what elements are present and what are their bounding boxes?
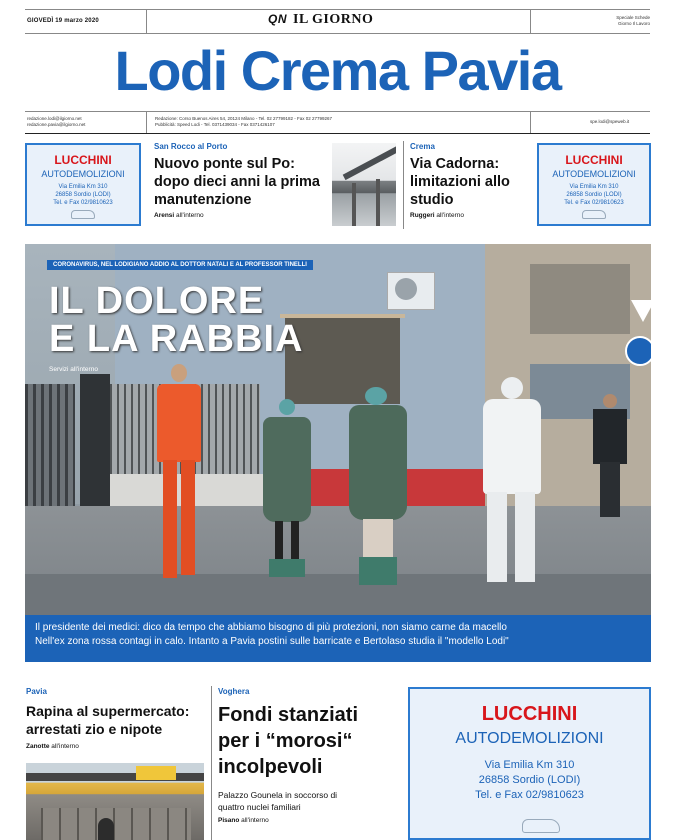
story-kicker: San Rocco al Porto (154, 142, 228, 151)
supermarket-photo[interactable] (26, 763, 204, 840)
ad-name: LUCCHINI (565, 153, 623, 167)
ad-address: Via Emilia Km 310 (569, 184, 619, 190)
ad-address: Via Emilia Km 310 (484, 759, 575, 771)
story-author: Ruggeri (410, 212, 435, 219)
story-author: Zanotte (26, 743, 50, 750)
person-green-2 (343, 387, 413, 587)
hero-tag: CORONAVIRUS, NEL LODIGIANO ADDIO AL DOTTOR NATALI E AL PROFESSOR TINELLI (47, 260, 313, 270)
person-dark (590, 394, 630, 519)
ad-name: LUCCHINI (54, 153, 112, 167)
story-san-rocco[interactable] (154, 142, 330, 219)
ad-address: Via Emilia Km 310 (58, 184, 108, 190)
issue-date: GIOVEDÌ 19 marzo 2020 (27, 18, 99, 24)
story-headline[interactable]: Fondi stanziati per i “morosi“ incolpevoli (218, 704, 358, 778)
person-white (477, 377, 547, 582)
story-byline (154, 212, 330, 219)
story-via-cadorna[interactable] (410, 142, 532, 219)
page-title: Lodi Crema Pavia (114, 39, 561, 102)
email-info (27, 116, 85, 128)
car-icon (522, 819, 560, 833)
story-author: Arensi (154, 212, 175, 219)
email-line: redazione.pavia@ilgiorno.net (27, 122, 86, 127)
ad-city: 26858 Sordio (LODI) (478, 774, 581, 786)
hero-byline: Servizi all'interno (49, 366, 98, 373)
story-summary: Palazzo Gounela in soccorso di quattro nuclei familiari (218, 790, 338, 812)
hero-title-line: IL DOLORE (49, 280, 265, 322)
address-line: Pubblicità: Speed Lodi - Tel. 0371439034 - Fax 0371426107 (155, 122, 275, 127)
story-headline[interactable]: Rapina al supermercato: arrestati zio e nipote (26, 703, 190, 737)
ad-lucchini-large[interactable] (408, 687, 651, 840)
ad-phone: Tel. e Fax 02/9810623 (53, 200, 113, 206)
hero-caption (25, 615, 651, 662)
story-fondi[interactable] (218, 687, 398, 824)
caption-line: Il presidente dei medici: dico da tempo che abbiamo bisogno di più protezioni, non siamo carne da macello (35, 622, 507, 633)
hero-title (49, 282, 303, 358)
story-headline[interactable]: Via Cadorna: limitazioni allo studio (410, 156, 510, 208)
bridge-photo[interactable] (332, 143, 396, 226)
edition-info (598, 15, 650, 27)
story-suffix: all'interno (241, 817, 269, 824)
ad-sub: AUTODEMOLIZIONI (552, 169, 636, 179)
person-green-1 (257, 399, 317, 579)
story-suffix: all'interno (51, 743, 79, 750)
qn-logo: QN (268, 12, 287, 26)
brand-name: IL GIORNO (293, 12, 374, 27)
ad-lucchini-left[interactable] (25, 143, 141, 226)
edition-line: Speciale Schede (616, 15, 650, 20)
speed-email: spe.lodi@speweb.it (590, 119, 630, 124)
story-kicker: Voghera (218, 687, 250, 696)
ad-sub: AUTODEMOLIZIONI (41, 169, 125, 179)
email-line: redazione.lodi@ilgiorno.net (27, 116, 82, 121)
ad-lucchini-right[interactable] (537, 143, 651, 226)
story-kicker: Pavia (26, 687, 47, 696)
ad-phone: Tel. e Fax 02/9810623 (475, 789, 584, 801)
story-byline (218, 817, 398, 824)
story-suffix: all'interno (436, 212, 464, 219)
story-byline (410, 212, 532, 219)
ad-city: 26858 Sordio (LODI) (566, 192, 622, 198)
hero-title-line: E LA RABBIA (49, 318, 304, 360)
story-headline[interactable]: Nuovo ponte sul Po: dopo dieci anni la prima manutenzione (154, 156, 320, 208)
address-line: Redazione: Corso Buenos Aires 54, 20124 Milano - Tel. 02 27799182 - Fax 02 27799267 (155, 116, 333, 121)
newspaper-brand (268, 12, 373, 28)
caption-line: Nell'ex zona rossa contagi in calo. Intanto a Pavia postini sulle barricate e Bertolaso studia il "modello Lodi" (35, 636, 509, 647)
story-kicker: Crema (410, 142, 435, 151)
ad-phone: Tel. e Fax 02/9810623 (564, 200, 624, 206)
car-icon (71, 210, 95, 219)
address-info (155, 116, 332, 128)
person-orange (153, 364, 203, 579)
story-rapina[interactable] (26, 687, 208, 750)
hero-photo[interactable] (25, 244, 651, 615)
story-author: Pisano (218, 817, 240, 824)
car-icon (582, 210, 606, 219)
story-byline (26, 743, 208, 750)
ad-name: LUCCHINI (481, 703, 578, 725)
story-suffix: all'interno (176, 212, 204, 219)
edition-line: Giorno Il Lavoro (617, 21, 650, 26)
ad-city: 26858 Sordio (LODI) (55, 192, 111, 198)
ad-sub: AUTODEMOLIZIONI (455, 730, 604, 747)
